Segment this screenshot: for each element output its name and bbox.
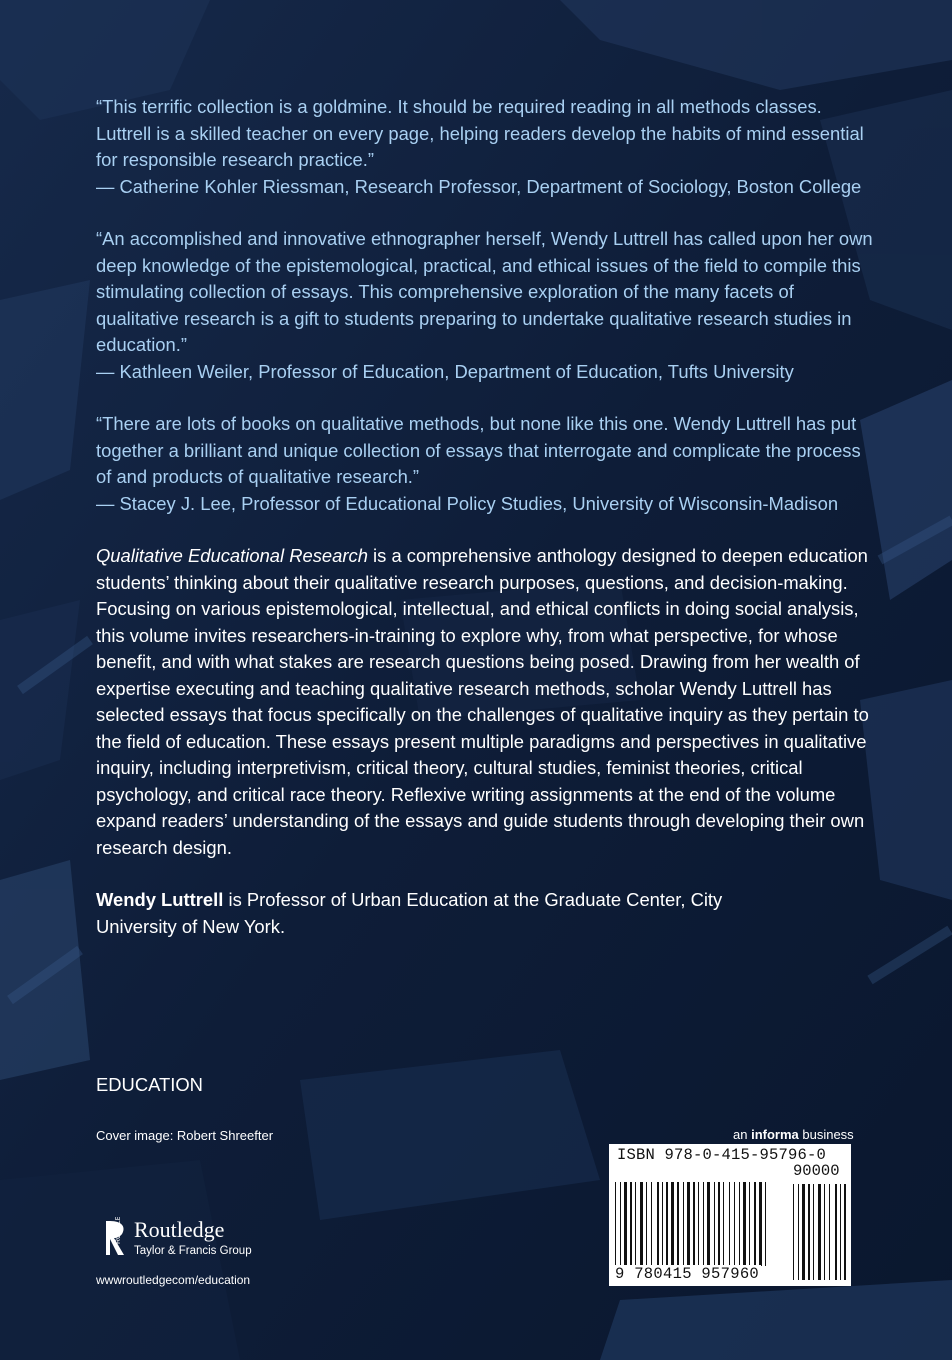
publisher-url: wwwroutledgecom/education: [96, 1273, 251, 1287]
endorsement-quote-3: [96, 411, 876, 517]
publisher-name: Routledge: [134, 1217, 225, 1242]
quote-text: “There are lots of books on qualitative methods, but none like this one. Wendy Luttrell has put together a brilliant and unique collection of essays that interrogate and complicate the process of and products of qualitative research.”: [96, 413, 861, 487]
quote-attribution: — Kathleen Weiler, Professor of Education, Department of Education, Tufts University: [96, 360, 794, 382]
cover-image-credit: Cover image: Robert Shreefter: [96, 1128, 274, 1143]
informa-prefix: an: [733, 1127, 752, 1142]
description-text: is a comprehensive anthology designed to deepen education students’ thinking about their qualitative research purposes, questions, and decision-making. Focusing on various epistemological, intellectual, and ethical conflicts in doing social analysis, this volume invites researchers-in-training to explore why, from what perspective, for whose benefit, and with what stakes are research questions being posed. Drawing from her wealth of expertise executing and teaching qualitative research methods, scholar Wendy Luttrell has selected essays that focus specifically on the challenges of qualitative inquiry as they pertain to the field of education. These essays present multiple paradigms and perspectives in qualitative inquiry, including interpretivism, critical theory, cultural studies, feminist theories, critical psychology, and critical race theory. Reflexive writing assignments at the end of the volume expand readers’ understanding of the essays and guide students through developing their own research design.: [96, 545, 869, 858]
price-code: 90000: [793, 1162, 840, 1180]
informa-suffix: business: [798, 1127, 854, 1142]
book-description: [96, 543, 876, 861]
routledge-logo: [96, 1213, 276, 1263]
isbn-label: ISBN 978-0-415-95796-0: [617, 1146, 827, 1164]
quote-attribution: — Catherine Kohler Riessman, Research Professor, Department of Sociology, Boston College: [96, 175, 862, 197]
author-bio: [96, 887, 796, 940]
book-title: Qualitative Educational Research: [96, 545, 368, 566]
quote-text: “This terrific collection is a goldmine. It should be required reading in all methods classes. Luttrell is a skilled teacher on every page, helping readers develop the habits of mind essential for responsible research practice.”: [96, 96, 864, 170]
endorsement-quote-1: [96, 94, 876, 200]
subject-category: EDUCATION: [96, 1074, 203, 1095]
informa-business-tag: [733, 1127, 854, 1142]
endorsement-quote-2: [96, 226, 876, 385]
routledge-r-icon: [96, 1217, 130, 1259]
barcode-digits: 9 780415 957960: [615, 1265, 760, 1283]
publisher-group: Taylor & Francis Group: [134, 1245, 252, 1257]
back-cover-text: [96, 94, 876, 966]
informa-brand: informa: [751, 1127, 799, 1142]
author-bio-text: is Professor of Urban Education at the Graduate Center, City University of New York.: [96, 889, 723, 937]
quote-text: “An accomplished and innovative ethnographer herself, Wendy Luttrell has called upon her own deep knowledge of the epistemological, practical, and ethical issues of the field to compile this stimulating collection of essays. This comprehensive exploration of the many facets of qualitative research is a gift to students preparing to undertake qualitative research studies in education.”: [96, 228, 873, 355]
quote-attribution: — Stacey J. Lee, Professor of Educational Policy Studies, University of Wisconsin-Madison: [96, 492, 839, 514]
isbn-barcode: [609, 1144, 851, 1286]
author-name: Wendy Luttrell: [96, 889, 224, 910]
